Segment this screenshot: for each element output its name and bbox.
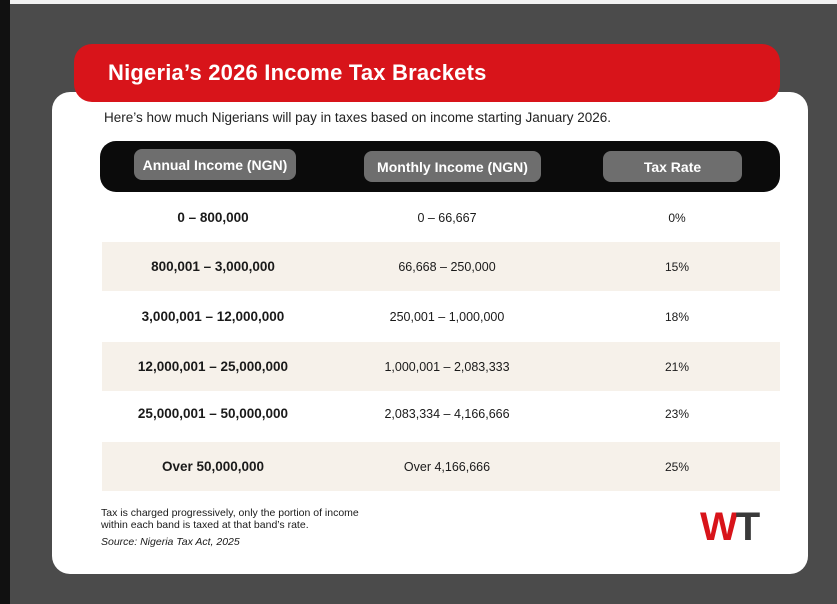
tax-rate-cell: 25% [664,459,690,474]
header-annual-income: Annual Income (NGN) [134,149,296,180]
page-title: Nigeria’s 2026 Income Tax Brackets [108,60,487,85]
table-row [102,442,780,491]
monthly-income-cell: 0 – 66,667 [417,210,477,225]
tax-rate-cell: 23% [664,406,690,421]
table-row [102,389,780,438]
monthly-income-cell: Over 4,166,666 [403,459,491,474]
table-row [102,193,780,242]
annual-income-cell: 800,001 – 3,000,000 [151,259,275,274]
tax-rate-cell: 21% [664,359,690,374]
subtitle: Here’s how much Nigerians will pay in taxes based on income starting January 2026. [104,110,612,125]
footnote-line: within each band is taxed at that band’s rate. [101,519,309,531]
source-citation: Source: Nigeria Tax Act, 2025 [101,536,240,548]
table-row [102,242,780,291]
monthly-income-cell: 2,083,334 – 4,166,666 [384,406,510,421]
logo-letter-t: T [735,505,759,549]
logo-letter-w: W [700,505,736,549]
table-header [100,141,780,192]
annual-income-cell: 0 – 800,000 [177,210,249,225]
annual-income-cell: Over 50,000,000 [161,459,265,474]
left-edge [0,0,10,604]
table-row [102,292,780,341]
tax-rate-cell: 15% [664,259,690,274]
monthly-income-cell: 250,001 – 1,000,000 [389,309,505,324]
monthly-income-cell: 1,000,001 – 2,083,333 [384,359,510,374]
footnote-line: Tax is charged progressively, only the portion of income [101,507,359,519]
header-tax-rate: Tax Rate [603,151,742,182]
monthly-income-cell: 66,668 – 250,000 [398,259,496,274]
annual-income-cell: 25,000,001 – 50,000,000 [137,406,289,421]
top-edge [0,0,837,4]
annual-income-cell: 12,000,001 – 25,000,000 [137,359,289,374]
title-banner [74,44,780,102]
tax-rate-cell: 18% [664,309,690,324]
header-monthly-income: Monthly Income (NGN) [364,151,541,182]
table-row [102,342,780,391]
annual-income-cell: 3,000,001 – 12,000,000 [141,309,285,324]
wt-logo [700,507,758,547]
tax-rate-cell: 0% [668,210,686,225]
footnote [101,507,391,531]
